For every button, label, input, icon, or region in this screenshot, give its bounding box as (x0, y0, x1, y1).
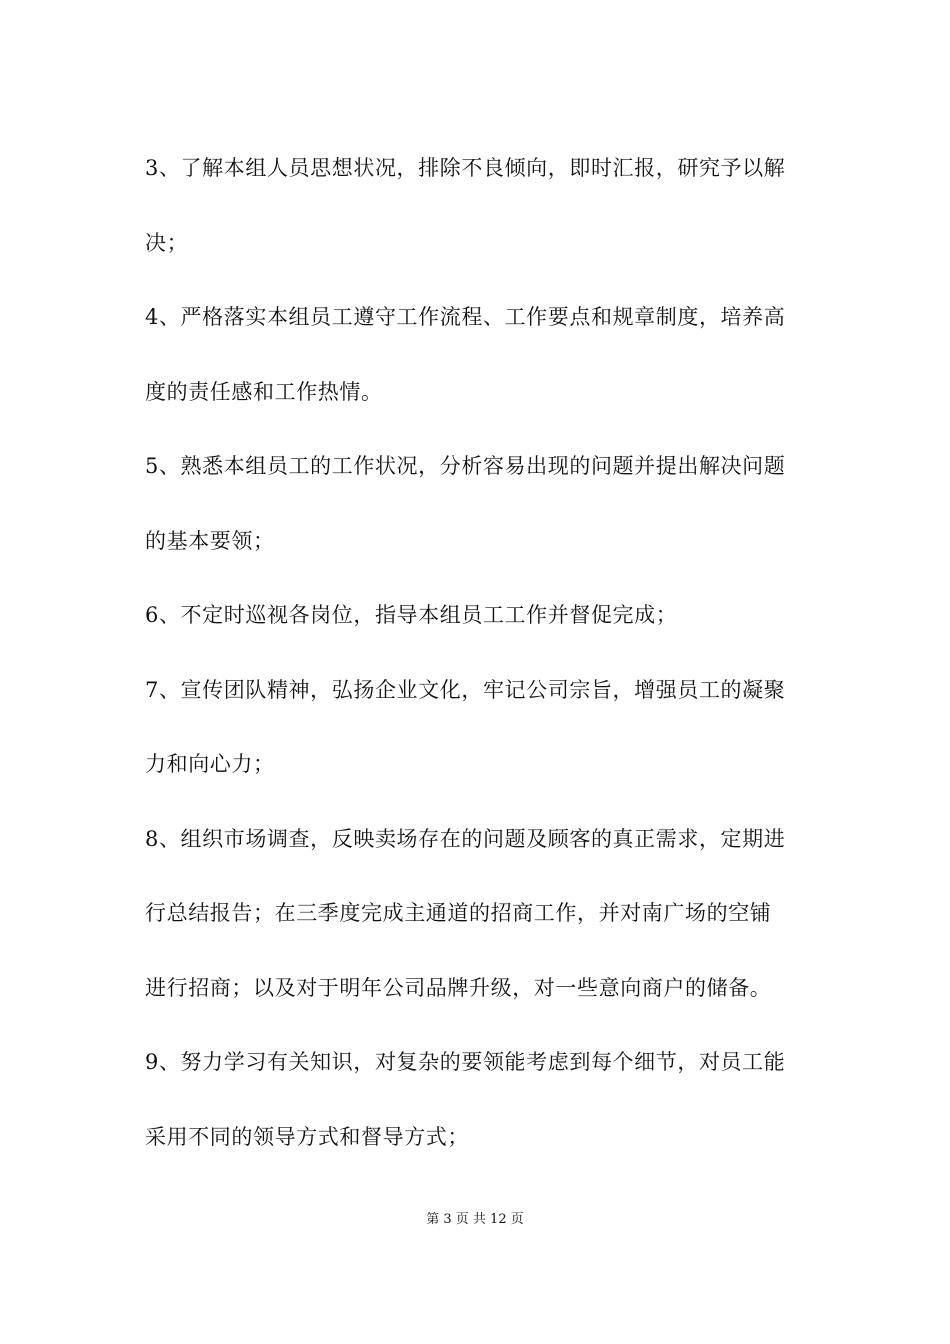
text-line: 3、了解本组人员思想状况，排除不良倾向，即时汇报，研究予以解 (145, 156, 786, 180)
text-line: 6、不定时巡视各岗位，指导本组员工工作并督促完成； (145, 603, 678, 627)
page-number-text: 第 3 页 共 12 页 (426, 1212, 524, 1227)
text-line: 进行招商；以及对于明年公司品牌升级，对一些意向商户的储备。 (145, 975, 772, 1000)
text-line: 力和向心力； (145, 752, 275, 776)
page-footer (0, 1208, 950, 1227)
text-line: 5、熟悉本组员工的工作状况，分析容易出现的问题并提出解决问题 (145, 454, 786, 478)
body-text (145, 131, 810, 1174)
text-line: 采用不同的领导方式和督导方式； (145, 1124, 469, 1149)
text-line: 度的责任感和工作热情。 (145, 379, 383, 404)
text-line: 决； (145, 230, 189, 255)
text-line: 行总结报告；在三季度完成主通道的招商工作，并对南广场的空铺 (145, 901, 772, 925)
text-line: 4、严格落实本组员工遵守工作流程、工作要点和规章制度，培养高 (145, 305, 786, 329)
text-line: 的基本要领； (145, 528, 275, 553)
text-line: 8、组织市场调查，反映卖场存在的问题及顾客的真正需求，定期进 (145, 826, 786, 851)
text-line: 9、努力学习有关知识，对复杂的要领能考虑到每个细节，对员工能 (145, 1050, 786, 1074)
text-line: 7、宣传团队精神，弘扬企业文化，牢记公司宗旨，增强员工的凝聚 (145, 677, 786, 702)
